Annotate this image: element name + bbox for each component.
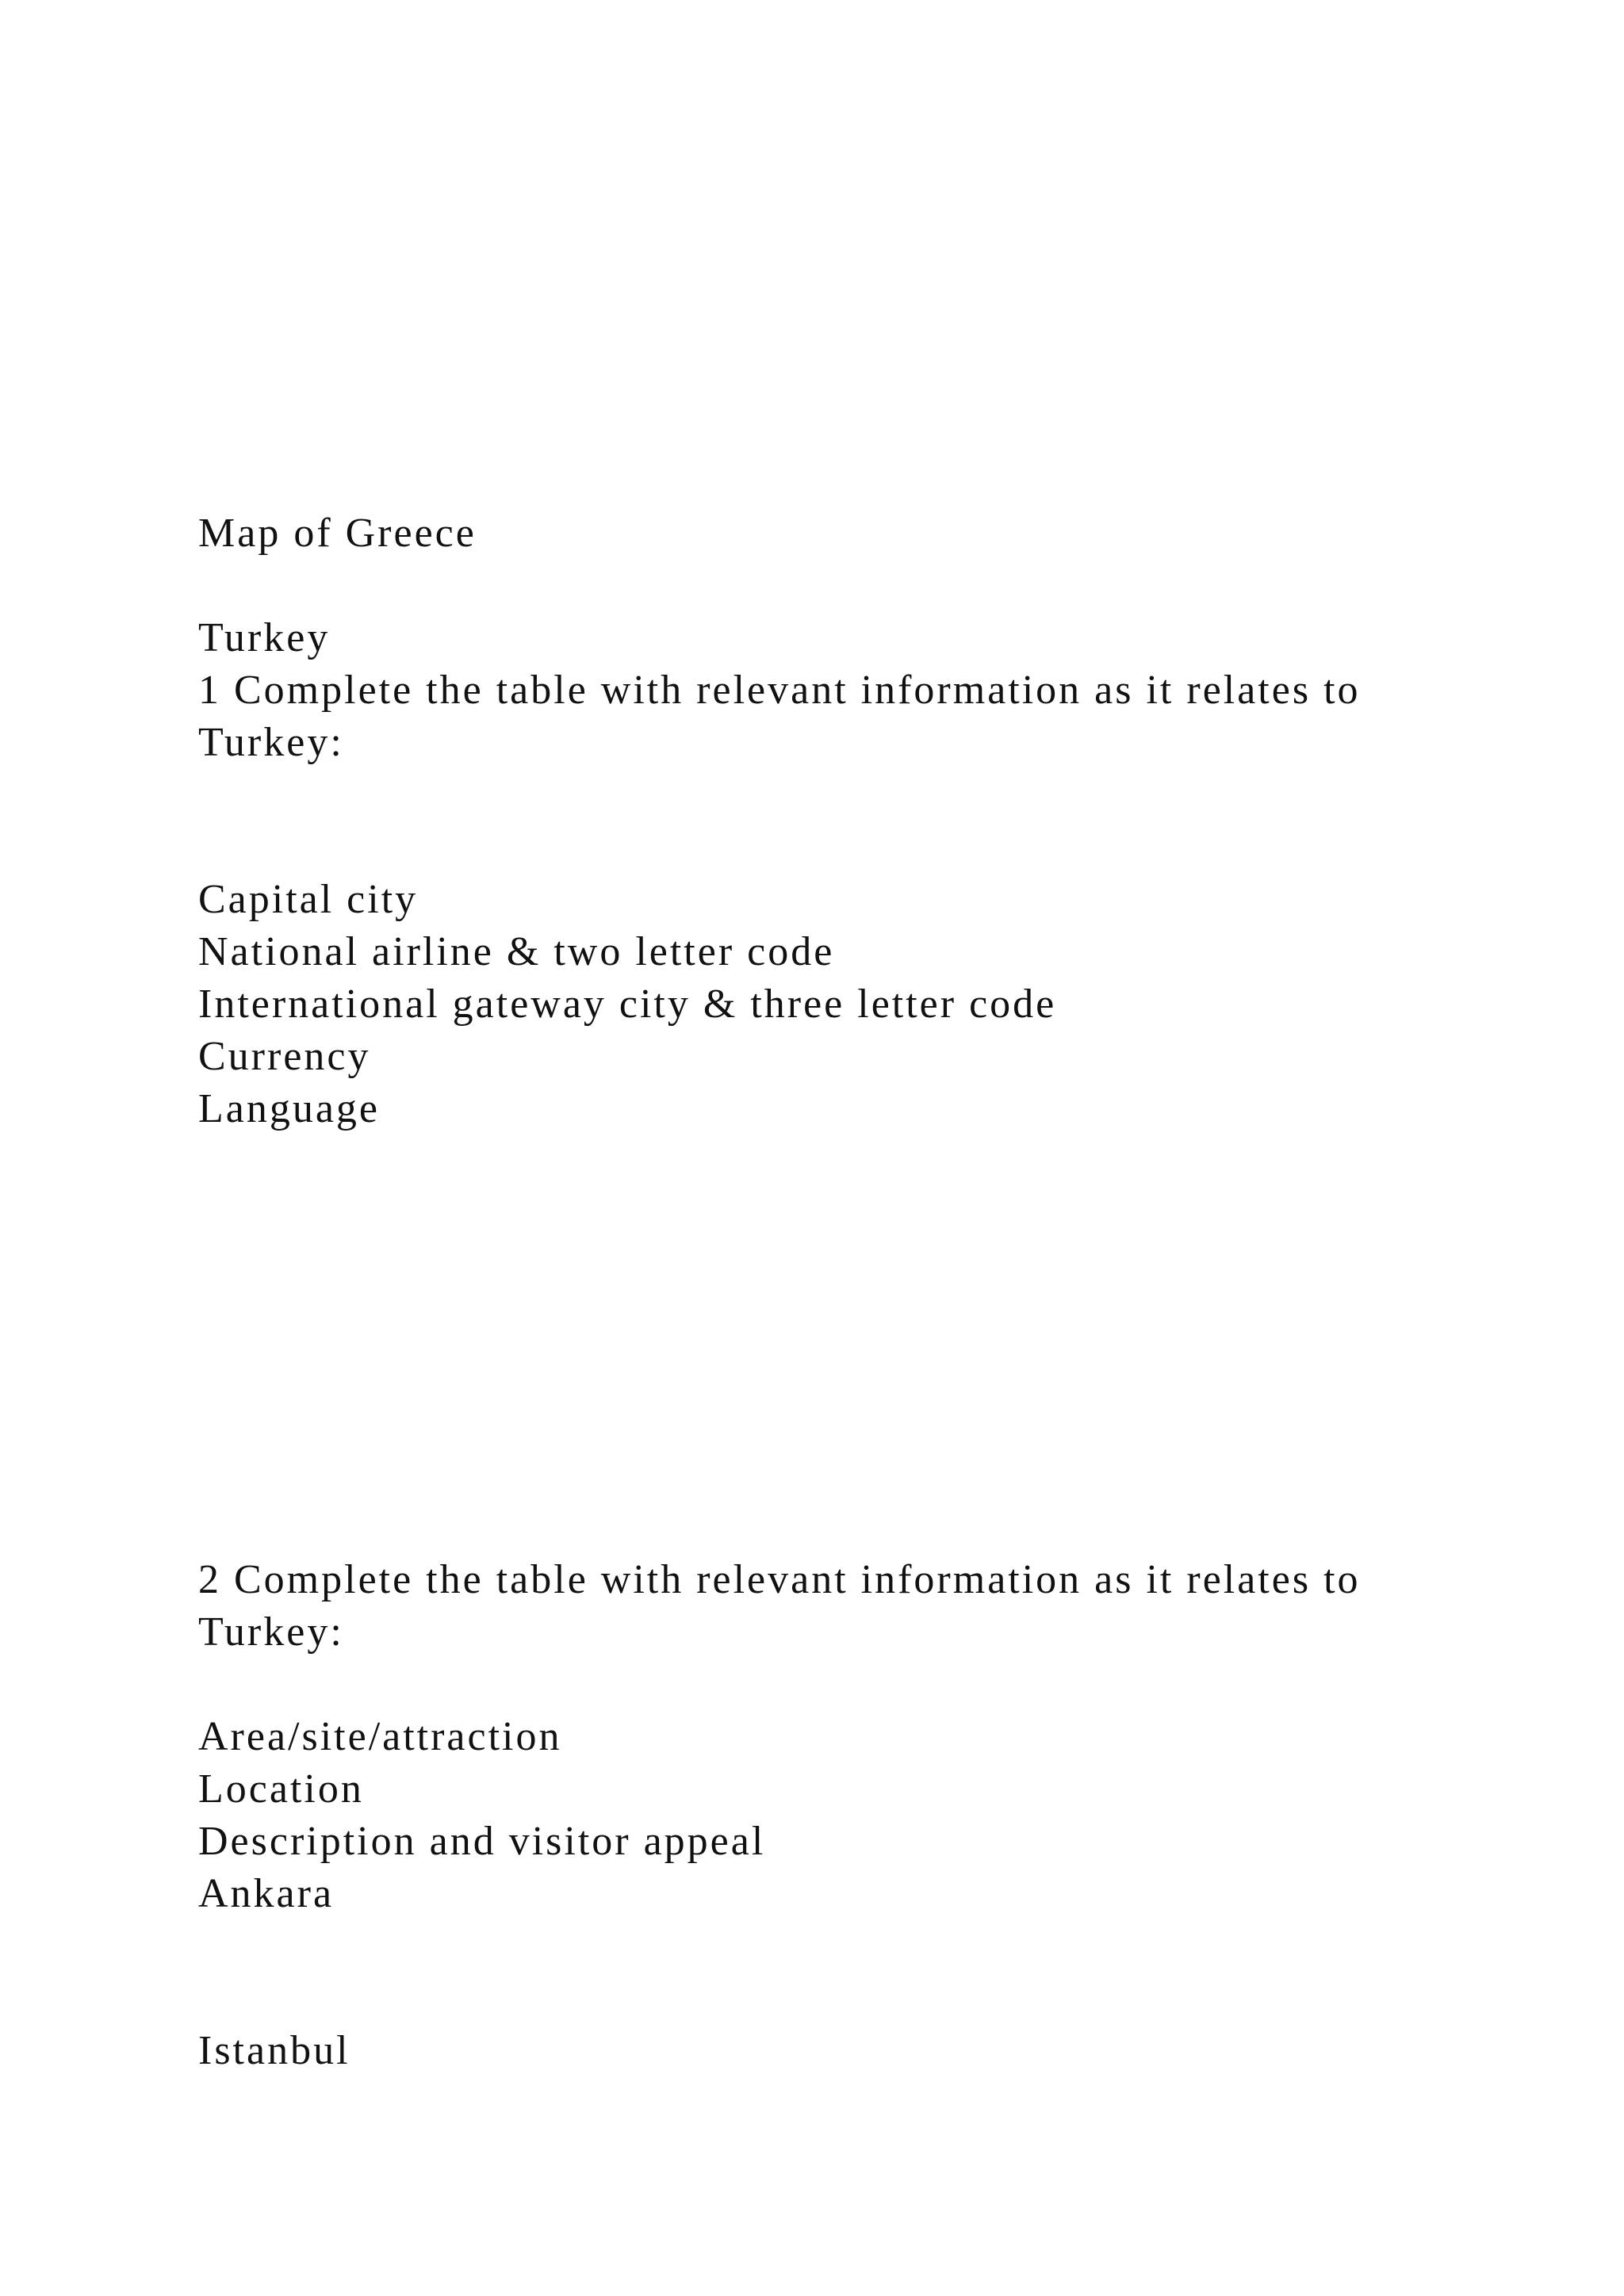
question-1-prompt-continued: Turkey: (198, 720, 344, 765)
question-1-prompt: 1 Complete the table with relevant information as it relates to (198, 668, 1361, 713)
entry-ankara: Ankara (198, 1871, 335, 1916)
row-capital-city: Capital city (198, 877, 419, 922)
question-2-prompt-continued: Turkey: (198, 1609, 344, 1655)
row-language: Language (198, 1086, 381, 1131)
country-heading: Turkey (198, 615, 331, 660)
row-gateway-city: International gateway city & three letter code (198, 982, 1057, 1027)
row-national-airline: National airline & two letter code (198, 929, 835, 974)
question-2-prompt: 2 Complete the table with relevant information as it relates to (198, 1557, 1361, 1602)
entry-istanbul: Istanbul (198, 2028, 350, 2073)
map-title: Map of Greece (198, 511, 477, 556)
header-area-site-attraction: Area/site/attraction (198, 1714, 562, 1759)
header-description: Description and visitor appeal (198, 1819, 766, 1864)
row-currency: Currency (198, 1034, 371, 1079)
header-location: Location (198, 1766, 364, 1812)
